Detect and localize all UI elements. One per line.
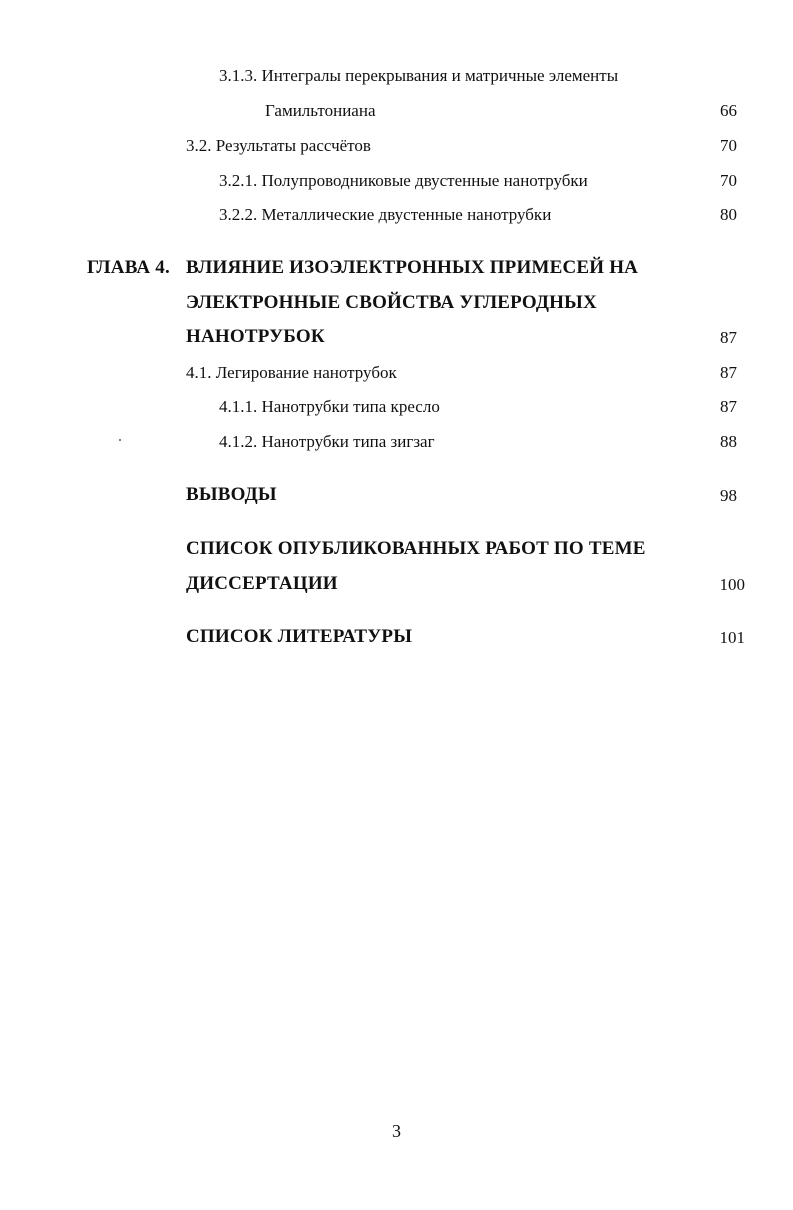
chapter-4-title-line-2: ЭЛЕКТРОННЫЕ СВОЙСТВА УГЛЕРОДНЫХ <box>186 292 597 313</box>
chapter-4-title-line-3: НАНОТРУБОК <box>186 326 325 347</box>
toc-page-3-2: 70 <box>720 136 737 155</box>
toc-conclusions: ВЫВОДЫ <box>186 484 277 505</box>
toc-page-conclusions: 98 <box>720 486 737 505</box>
chapter-4-title-line-1: ВЛИЯНИЕ ИЗОЭЛЕКТРОННЫХ ПРИМЕСЕЙ НА <box>186 257 639 278</box>
toc-page-3-1-3: 66 <box>720 101 737 120</box>
toc-publications-line-1: СПИСОК ОПУБЛИКОВАННЫХ РАБОТ ПО ТЕМЕ <box>186 538 646 559</box>
toc-entry-4-1: 4.1. Легирование нанотрубок <box>186 363 397 382</box>
toc-entry-4-1-1: 4.1.1. Нанотрубки типа кресло <box>219 397 440 416</box>
page-number: 3 <box>392 1121 401 1141</box>
toc-page-publications: 100 <box>719 575 745 594</box>
toc-page-4-1-2: 88 <box>720 432 737 451</box>
toc-entry-3-1-3-continuation: Гамильтониана <box>265 101 376 120</box>
toc-page-3-2-1: 70 <box>720 171 737 190</box>
toc-entry-3-2-1: 3.2.1. Полупроводниковые двустенные нанотрубки <box>219 171 588 190</box>
toc-page-4-1: 87 <box>720 363 737 382</box>
toc-page-references: 101 <box>719 628 745 647</box>
toc-entry-3-2: 3.2. Результаты рассчётов <box>186 136 371 155</box>
toc-page-chapter-4: 87 <box>720 328 737 347</box>
toc-references: СПИСОК ЛИТЕРАТУРЫ <box>186 626 413 647</box>
scan-speck <box>119 439 121 441</box>
toc-page-3-2-2: 80 <box>720 205 737 224</box>
toc-publications-line-2: ДИССЕРТАЦИИ <box>186 573 338 594</box>
toc-entry-3-2-2: 3.2.2. Металлические двустенные нанотрубки <box>219 205 552 224</box>
chapter-4-prefix: ГЛАВА 4. <box>87 257 170 278</box>
toc-entry-3-1-3: 3.1.3. Интегралы перекрывания и матричные элементы <box>219 66 619 85</box>
toc-page-4-1-1: 87 <box>720 397 737 416</box>
toc-entry-4-1-2: 4.1.2. Нанотрубки типа зигзаг <box>219 432 435 451</box>
